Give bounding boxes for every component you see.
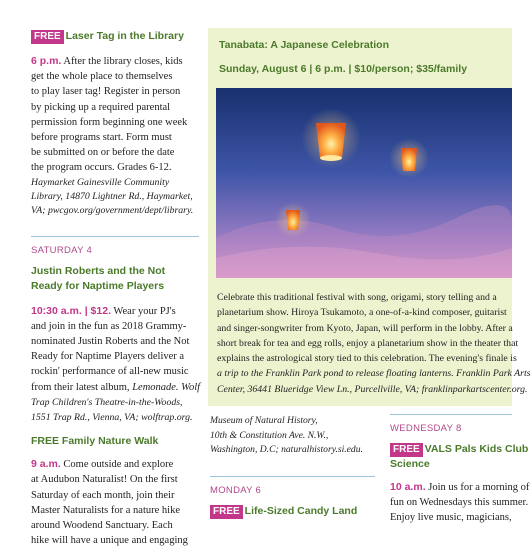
event-time: 6 p.m. — [31, 55, 62, 67]
event-laser-tag — [31, 30, 201, 218]
event-venue: Haymarket Gainesville Community Library, 14870 Lightner Rd., Haymarket, VA; pwcgov.org/government/dept/library. — [31, 176, 194, 216]
day-heading: SATURDAY 4 — [31, 244, 93, 256]
event-title: FREE Life-Sized Candy Land — [210, 505, 380, 519]
column-2 — [210, 414, 380, 519]
feature-description: Celebrate this traditional festival with song, origami, story telling and a planetarium show. Hiroya Tsukamoto, a one-of-a-kind composer, guitarist and singer-songwriter from Kyoto, Japan, will perform in the lobby. After a short break for tea and egg rolls, enjoy a planetarium show in the theater that explains the astrological story tied to this celebration. The evening's finale is a trip to the Franklin Park pond to release floating lanterns. Franklin Park Arts Center, 36441 Blueridge View Ln., Purcellville, VA; franklinparkartscenter.org. — [217, 292, 530, 395]
event-time: 10 a.m. — [390, 481, 426, 493]
lantern-large — [301, 108, 361, 168]
event-time: 10:30 a.m. | $12. — [31, 304, 111, 317]
event-description: 6 p.m. After the library closes, kids get the whole place to themselves to play laser tag! Register in person by picking up a required parental permission form beginning one week before programs start. Form must be submitted on or before the date the program occurs. Grades 6-12. — [31, 55, 188, 174]
event-venue: Trap Children's Theatre-in-the-Woods, 1551 Trap Rd., Vienna, VA; wolftrap.org. — [31, 396, 193, 424]
feature-title: Tanabata: A Japanese Celebration — [219, 39, 389, 51]
event-title: FREE Family Nature Walk — [31, 435, 159, 448]
column-3 — [390, 414, 530, 526]
event-nature-walk — [31, 435, 201, 548]
event-description: 10:30 a.m. | $12. Wear your PJ's and join in the fun as 2018 Grammy- nominated Justin Roberts and the Not Ready for Naptime Players deliver a rockin' performance of all-new music from their latest album, Lemonade. Wolf — [31, 304, 201, 393]
event-description: 9 a.m. Come outside and explore at Audubon Naturalist! On the first Saturday of each month, join their Master Naturalists for a nature hike around Woodend Sanctuary. Each hike will have a unique and engaging — [31, 458, 188, 547]
lantern-right — [389, 138, 429, 178]
lantern-small — [275, 202, 311, 238]
album-name: Lemonade. Wolf — [132, 381, 201, 393]
divider — [390, 414, 512, 415]
feature-info: Sunday, August 6 | 6 p.m. | $10/person; $35/family — [219, 63, 468, 75]
day-heading: WEDNESDAY 8 — [390, 423, 462, 434]
event-title: Justin Roberts and the Not Ready for Naptime Players — [31, 264, 166, 292]
free-badge: FREE — [390, 443, 423, 457]
free-badge: FREE — [31, 30, 64, 44]
tanabata-feature-box — [208, 28, 530, 406]
event-venue: Museum of Natural History, 10th & Constitution Ave. N.W., Washington, D.C; naturalhistory.si.edu. — [210, 415, 363, 455]
event-time: 9 a.m. — [31, 458, 61, 471]
day-heading: MONDAY 6 — [210, 484, 262, 496]
event-justin-roberts — [31, 264, 201, 426]
column-1 — [31, 30, 201, 548]
sky-lanterns-photo — [216, 88, 512, 278]
event-description: 10 a.m. Join us for a morning of fun on Wednesdays this summer. Enjoy live music, magicians, — [390, 481, 530, 524]
event-title: Laser Tag in the Library — [65, 30, 184, 42]
divider — [31, 236, 199, 237]
divider — [210, 476, 375, 477]
free-badge: FREE — [210, 505, 243, 519]
event-title: FREE VALS Pals Kids Club Science — [390, 443, 529, 470]
